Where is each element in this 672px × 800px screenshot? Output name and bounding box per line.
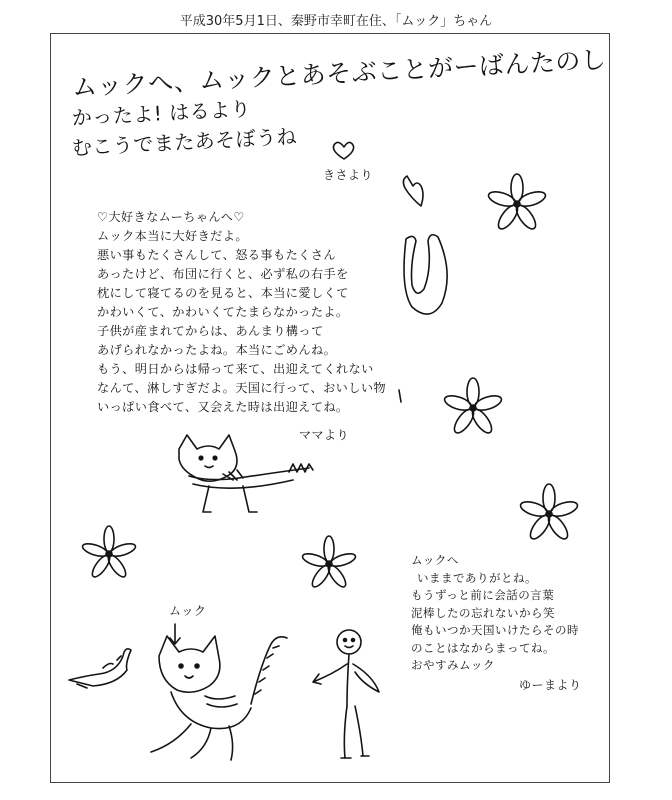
letter-line: ムック本当に大好きだよ。 (97, 229, 248, 243)
letter-line: もう、明日からは帰って来て、出迎えてくれない (97, 362, 374, 376)
flower-doodle (81, 526, 137, 579)
letter-line: あげられなかったよね。本当にごめんね。 (97, 343, 337, 357)
stray-mark (399, 390, 401, 402)
u-shape-doodle (404, 235, 447, 314)
message-signature: きさより (323, 168, 374, 182)
note-line: 俺もいつか天国いけたらその時 (411, 623, 579, 637)
hand-drawings (51, 34, 611, 784)
cat-drawing (179, 435, 313, 512)
mukku-label: ムック (169, 604, 207, 618)
flower-doodle (519, 484, 579, 542)
letter-line: かわいくて、かわいくてたまらなかったよ。 (97, 305, 349, 319)
note-line: もうずっと前に会話の言葉 (411, 588, 555, 602)
message-line-3: むこうでまたあそぼうね (71, 124, 298, 160)
flower-doodle (301, 536, 357, 589)
cat-drawing-bottom (151, 636, 287, 760)
note-line: のことはなからまってね。 (411, 640, 555, 655)
heart-doodle-small (333, 142, 353, 159)
document-caption: 平成30年5月1日、秦野市幸町在住、「ムック」ちゃん (179, 14, 493, 29)
letter-line: ♡大好きなムーちゃんへ♡ (97, 210, 245, 224)
flower-doodle (443, 378, 503, 436)
heart-doodle-right (403, 176, 423, 206)
note-line: いままでありがとね。 (417, 570, 537, 585)
condolence-letter-sheet (50, 33, 610, 783)
message-line-2: かったよ! はるより (71, 96, 252, 130)
letter-line: あったけど、布団に行くと、必ず私の右手を (97, 267, 349, 281)
letter-line: なんて、淋しすぎだよ。天国に行って、おいしい物 (97, 381, 387, 395)
person-drawing (313, 630, 379, 758)
note-line: 泥棒したの忘れないから笑 (411, 605, 555, 620)
small-animal-doodle (69, 649, 131, 688)
letter-line: 枕にして寝てるのを見ると、本当に愛しくて (97, 286, 349, 300)
flower-doodle (487, 174, 547, 232)
note-line: ムックへ (411, 553, 459, 567)
note-signature: ゆーまより (519, 678, 582, 692)
letter-line: いっぱい食べて、又会えた時は出迎えてね。 (97, 400, 349, 414)
letter-signature: ママより (299, 428, 350, 442)
letter-line: 悪い事もたくさんして、怒る事もたくさん (97, 248, 336, 262)
message-line-1: ムックへ、ムックとあそぶことがーばんたのし (71, 44, 608, 102)
note-line: おやすみムック (411, 658, 495, 672)
letter-line: 子供が産まれてからは、あんまり構って (97, 324, 324, 338)
